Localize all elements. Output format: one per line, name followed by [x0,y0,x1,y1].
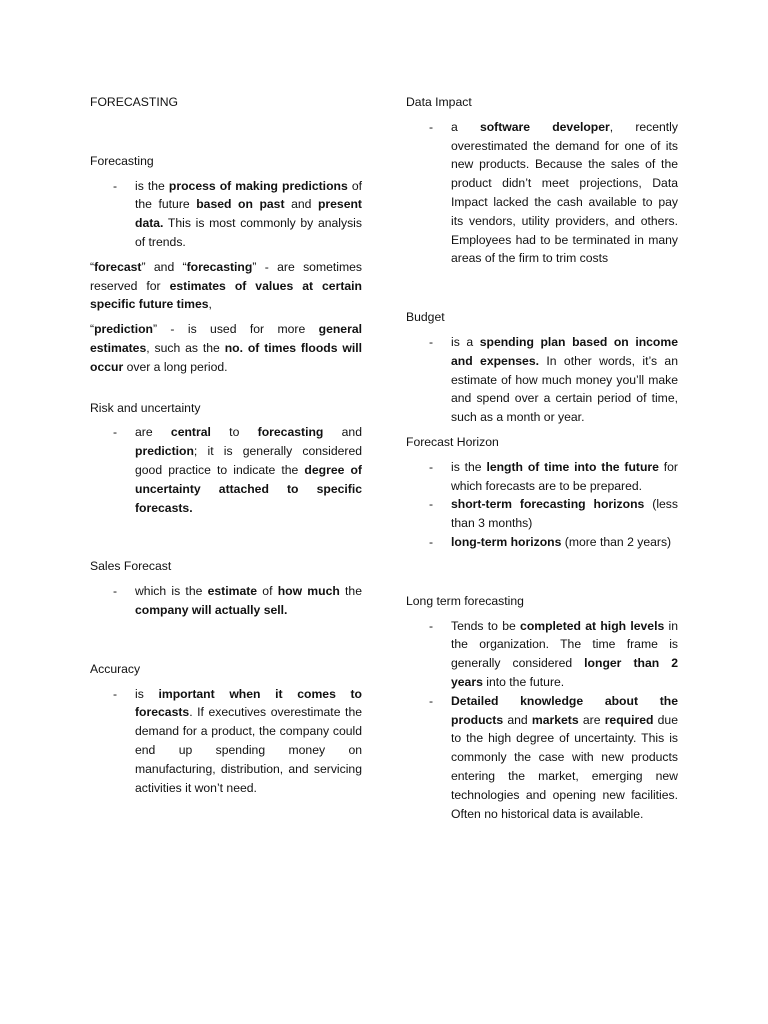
text-run: are [578,712,605,727]
bullet-text [451,460,678,493]
data-impact-heading: Data Impact [406,95,472,109]
text-run: ” - is used for more [152,322,319,337]
bold-text: no. of times floods will occur [90,340,362,374]
text-run: and [503,712,532,727]
text-run: , [208,297,212,312]
risk-heading: Risk and uncertainty [90,400,201,415]
text-run: and [323,425,362,440]
text-run: into the future. [482,674,565,689]
forecast-horizon-heading: Forecast Horizon [406,434,499,449]
text-run: is [135,686,159,701]
sales-forecast-heading: Sales Forecast [90,559,172,574]
text-run: of the future [135,178,362,212]
bold-text: completed at high levels [520,618,665,633]
dash-marker: - [429,618,434,633]
dash-marker: - [113,584,118,599]
forecasting-bullets [90,177,362,252]
list-item [406,118,678,268]
list-item [406,617,678,692]
bold-text: prediction [94,322,153,337]
dash-marker: - [429,534,434,549]
bold-text: based on past [196,197,285,212]
bold-text: prediction [135,444,194,459]
bold-text: how much [277,584,340,599]
bold-text: forecast [94,259,142,274]
dash-marker: - [429,334,434,349]
text-run: which is the [135,584,208,599]
left-column [90,93,362,797]
text-run: over a long period. [123,359,228,374]
budget-bullets [406,333,678,427]
bullet-text [451,535,671,549]
text-run: in the organization. The time frame is generally considered [451,618,678,671]
text-run: are [135,425,171,440]
text-run: (less than 3 months) [451,497,678,531]
bold-text: spending plan based on income and expenses. [451,334,678,368]
text-run: the [339,584,362,599]
text-run: Tends to be [451,618,521,633]
bullet-text [451,120,678,266]
budget-heading: Budget [406,310,445,325]
text-run: is the [451,459,487,474]
text-run: due to the high degree of uncertainty. This is commonly the case with new products entering the market, emerging new technologies and opening new facilities. Often no historical data is available. [451,712,678,821]
bold-text: degree of uncertainty attached to specific forecasts. [135,462,362,515]
list-item [90,685,362,798]
text-run: is a [451,334,480,349]
bullet-text [451,619,678,689]
bold-text: software developer [479,119,610,134]
document-title: FORECASTING [90,95,179,109]
long-term-bullets [406,617,678,824]
text-run: ” - are sometimes reserved for [90,259,362,293]
bold-text: required [604,712,654,727]
dash-marker: - [429,119,434,134]
text-run: (more than 2 years) [561,534,672,549]
bold-text: company will actually sell. [135,602,288,617]
list-item [406,692,678,824]
text-run: , recently overestimated the demand for one of its new products. Because the sales of the product didn’t meet projections, Data Impact lacked the cash available to pay its vendors, utility providers, and others. Employees had to be terminated in many areas of the firm to trim costs [451,119,678,266]
list-item [90,177,362,252]
forecast-definition-paragraph [90,258,362,314]
accuracy-bullets [90,685,362,798]
dash-marker: - [429,693,434,708]
dash-marker: - [113,686,118,701]
list-item [406,533,678,552]
bullet-text [451,335,678,424]
bold-text: important when it comes to forecasts [135,686,363,720]
bold-text: general estimates [90,322,362,355]
bold-text: forecasting [257,425,324,440]
bold-text: forecasting [186,259,253,274]
bold-text: estimates of values at certain specific future times [90,278,362,312]
data-impact-bullets [406,118,678,268]
text-run: This is most commonly by analysis of trends. [135,216,362,249]
sales-bullets [90,582,362,620]
text-run: , such as the [146,340,225,355]
list-item [406,458,678,496]
text-run: ; it is generally considered good practice to indicate the [135,444,362,477]
bullet-text [451,497,678,530]
bold-text: central [170,425,211,440]
bold-text: process of making predictions [168,178,348,193]
bold-text: length of time into the future [486,459,659,474]
bullet-text [135,425,362,514]
forecasting-heading: Forecasting [90,153,154,168]
text-run: ” and “ [141,259,187,274]
right-column [406,93,678,823]
text-run: is the [135,178,169,193]
risk-bullets [90,423,362,517]
bullet-text [135,179,362,249]
bold-text: long-term horizons [451,534,562,549]
accuracy-heading: Accuracy [90,661,141,676]
text-run: . If executives overestimate the demand for a product, the company could end up spending money on manufacturing, distribution, and servicing activities it won’t need. [135,705,362,795]
bullet-text [135,584,362,617]
bold-text: present data. [135,197,362,231]
list-item [90,582,362,620]
bold-text: Detailed knowledge about the products [451,693,678,727]
text-run: “ [90,259,95,274]
bullet-text [451,694,678,821]
bullet-text [135,687,362,795]
text-run: for which forecasts are to be prepared. [451,459,678,493]
list-item [406,333,678,427]
bold-text: longer than 2 years [451,656,678,689]
dash-marker: - [429,459,434,474]
prediction-definition-paragraph [90,320,362,376]
text-run: a [451,119,480,134]
list-item [90,423,362,517]
dash-marker: - [113,178,118,193]
forecast-horizon-bullets [406,458,678,552]
dash-marker: - [113,425,118,440]
text-run: and [284,197,318,212]
text-run: of [257,584,278,599]
dash-marker: - [429,497,434,512]
text-run: In other words, it’s an estimate of how much money you’ll make and spend over a certain period of time, such as a month or year. [451,353,678,425]
list-item [406,495,678,533]
bold-text: short-term forecasting horizons [451,497,645,512]
text-run: “ [90,322,95,337]
bold-text: estimate [207,584,258,599]
text-run: to [210,425,258,440]
bold-text: markets [531,712,579,727]
long-term-forecasting-heading: Long term forecasting [406,593,524,608]
